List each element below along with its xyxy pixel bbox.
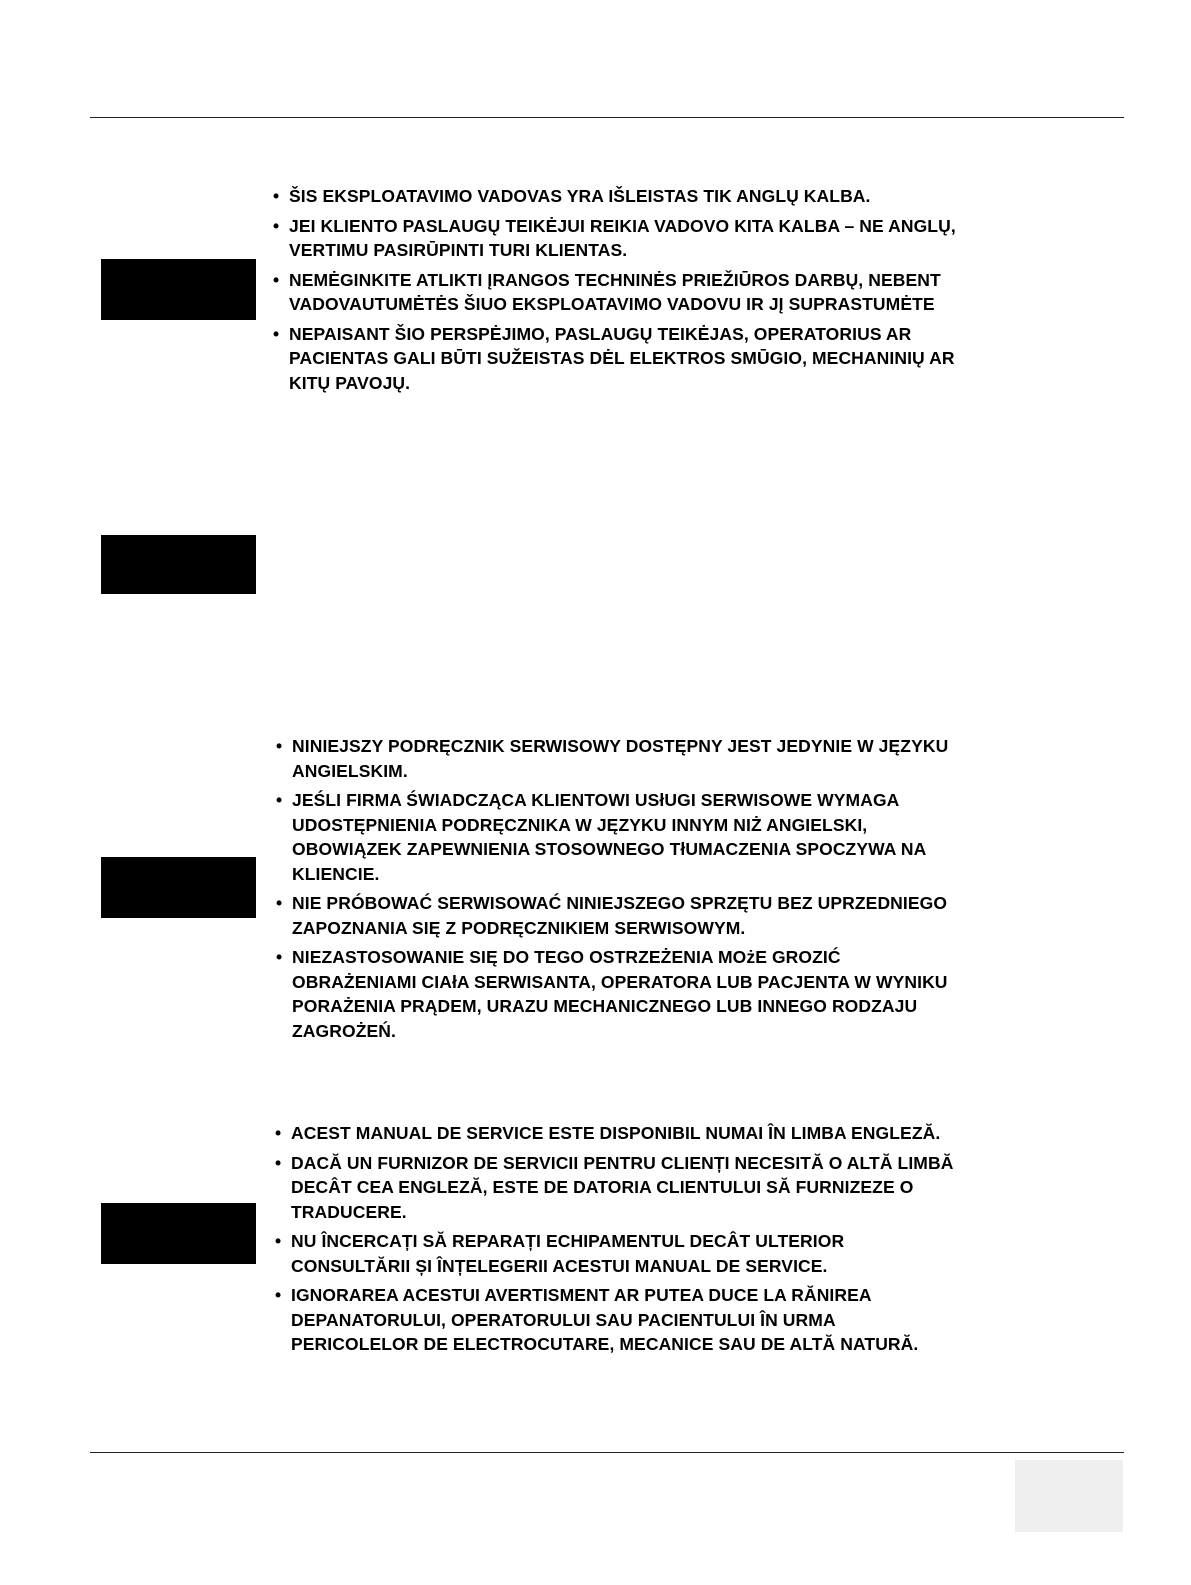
- warning-text: DACĂ UN FURNIZOR DE SERVICII PENTRU CLIENȚI NECESITĂ O ALTĂ LIMBĂ DECÂT CEA ENGLEZĂ, ESTE DE DATORIA CLIENTULUI SĂ FURNIZEZE O TRADUCERE.: [291, 1152, 954, 1222]
- footer-rule: [90, 1452, 1124, 1453]
- warning-text: JEŚLI FIRMA ŚWIADCZĄCA KLIENTOWI USłUGI SERWISOWE WYMAGA UDOSTĘPNIENIA PODRĘCZNIKA W JĘZYKU INNYM NIŻ ANGIELSKI, OBOWIĄZEK ZAPEWNIENIA STOSOWNEGO TłUMACZENIA SPOCZYWA NA KLIENCIE.: [292, 790, 927, 884]
- warning-block-lithuanian: [273, 184, 1103, 400]
- bullet-glyph: •: [275, 1231, 282, 1251]
- bullet-glyph: •: [273, 186, 280, 206]
- warning-item: [275, 1151, 1105, 1225]
- warning-item: [273, 322, 1103, 396]
- page-number-tab: [1015, 1460, 1123, 1532]
- warning-label-box-polish: [101, 857, 256, 918]
- bullet-glyph: •: [275, 1152, 282, 1173]
- warning-text: NIE PRÓBOWAĆ SERWISOWAĆ NINIEJSZEGO SPRZĘTU BEZ UPRZEDNIEGO ZAPOZNANIA SIĘ Z PODRĘCZNIKIEM SERWISOWYM.: [292, 893, 948, 938]
- warning-item: [276, 788, 1106, 886]
- warning-item: [276, 891, 1106, 940]
- bullet-glyph: •: [273, 215, 280, 236]
- warning-item: [276, 734, 1106, 783]
- bullet-glyph: •: [276, 947, 283, 967]
- bullet-glyph: •: [273, 323, 280, 344]
- warning-item: [273, 214, 1103, 263]
- warning-label-box-romanian: [101, 1203, 256, 1264]
- warning-block-polish: [276, 734, 1106, 1048]
- warning-item: [273, 268, 1103, 317]
- warning-label-box-empty: [101, 535, 256, 594]
- warning-text: ACEST MANUAL DE SERVICE ESTE DISPONIBIL NUMAI ÎN LIMBA ENGLEZĂ.: [291, 1123, 941, 1143]
- warning-text: NEMĖGINKITE ATLIKTI ĮRANGOS TECHNINĖS PRIEŽIŪROS DARBŲ, NEBENT VADOVAUTUMĖTĖS ŠIUO EKSPLOATAVIMO VADOVU IR JĮ SUPRASTUMĖTE: [289, 269, 941, 314]
- bullet-glyph: •: [275, 1285, 282, 1305]
- warning-item: [275, 1121, 1105, 1146]
- warning-block-romanian: [275, 1121, 1105, 1362]
- bullet-glyph: •: [276, 893, 283, 913]
- warning-item: [275, 1283, 1105, 1357]
- warning-text: NINIEJSZY PODRĘCZNIK SERWISOWY DOSTĘPNY JEST JEDYNIE W JĘZYKU ANGIELSKIM.: [292, 736, 949, 781]
- warning-item: [273, 184, 1103, 209]
- header-rule: [90, 117, 1124, 118]
- warning-text: IGNORAREA ACESTUI AVERTISMENT AR PUTEA DUCE LA RĂNIREA DEPANATORULUI, OPERATORULUI SAU PACIENTULUI ÎN URMA PERICOLELOR DE ELECTROCUTARE, MECANICE SAU DE ALTĂ NATURĂ.: [291, 1285, 919, 1354]
- warning-text: ŠIS EKSPLOATAVIMO VADOVAS YRA IŠLEISTAS TIK ANGLŲ KALBA.: [289, 186, 871, 206]
- warning-item: [276, 945, 1106, 1043]
- bullet-glyph: •: [276, 790, 283, 810]
- warning-text: NU ÎNCERCAȚI SĂ REPARAȚI ECHIPAMENTUL DECÂT ULTERIOR CONSULTĂRII ȘI ÎNȚELEGERII ACESTUI MANUAL DE SERVICE.: [291, 1231, 845, 1276]
- bullet-glyph: •: [275, 1123, 282, 1143]
- bullet-glyph: •: [276, 736, 283, 756]
- warning-label-box-lithuanian: [101, 259, 256, 320]
- bullet-glyph: •: [273, 269, 280, 290]
- warning-text: NEPAISANT ŠIO PERSPĖJIMO, PASLAUGŲ TEIKĖJAS, OPERATORIUS AR PACIENTAS GALI BŪTI SUŽEISTAS DĖL ELEKTROS SMŪGIO, MECHANINIŲ AR KITŲ PAVOJŲ.: [289, 323, 955, 393]
- warning-item: [275, 1229, 1105, 1278]
- warning-text: NIEZASTOSOWANIE SIĘ DO TEGO OSTRZEŻENIA MOżE GROZIĆ OBRAŻENIAMI CIAłA SERWISANTA, OPERATORA LUB PACJENTA W WYNIKU PORAŻENIA PRĄDEM, URAZU MECHANICZNEGO LUB INNEGO RODZAJU ZAGROŻEŃ.: [292, 947, 948, 1041]
- warning-text: JEI KLIENTO PASLAUGŲ TEIKĖJUI REIKIA VADOVO KITA KALBA – NE ANGLŲ, VERTIMU PASIRŪPINTI TURI KLIENTAS.: [289, 215, 956, 260]
